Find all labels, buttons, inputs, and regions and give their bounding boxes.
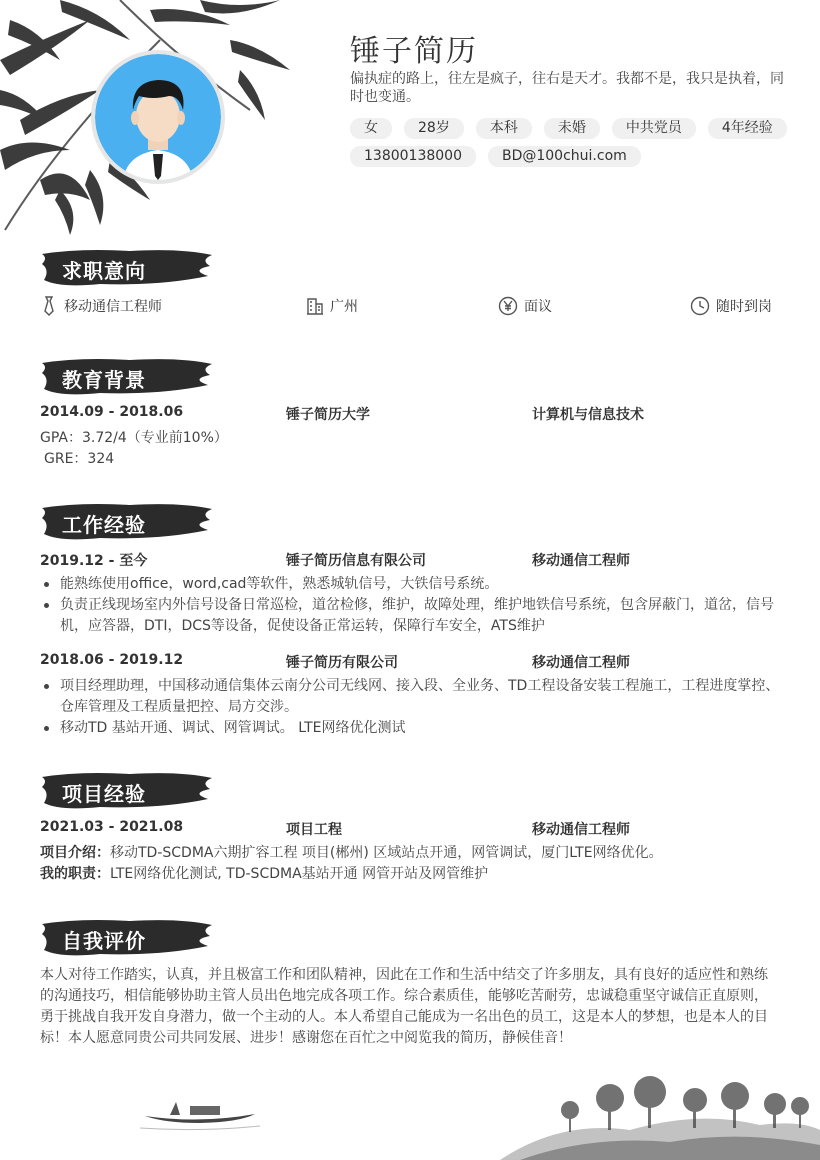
section-title-work: [40, 500, 215, 544]
profile-tags: [350, 118, 800, 167]
intent-availability-label: 随时到岗: [716, 299, 772, 315]
education-school: 锤子简历大学: [286, 407, 370, 423]
self-eval-text: 本人对待工作踏实，认真，并且极富工作和团队精神，因此在工作和生活中结交了许多朋友，具有良好的适应性和熟练的沟通技巧，相信能够协助主管人员出色地完成各项工作。综合素质佳，能够吃苦耐劳，忠诚稳重坚守诚信正直原则，勇于挑战自我开发自身潜力，做一个主动的人。本人希望自己能成为一名出色的员工，这是本人的梦想，也是本人的目标！本人愿意同贵公司共同发展、进步！感谢您在百忙之中阅览我的简历，静候佳音！: [40, 967, 768, 1046]
landscape-decoration: [500, 1070, 820, 1160]
project-period: 2021.03 - 2021.08: [40, 819, 184, 835]
job-company: 锤子简历有限公司: [286, 655, 398, 671]
section-title-self-eval: [40, 916, 215, 960]
avatar: [95, 54, 221, 180]
motto: 偏执症的路上，往左是疯子，往右是天才。我都不是，我只是执着，同时也变通。: [350, 71, 784, 105]
tag-political: 中共党员: [612, 118, 696, 139]
job-period: 2018.06 - 2019.12: [40, 652, 184, 668]
project-intro: [40, 843, 780, 864]
intent-position-label: 移动通信工程师: [64, 299, 162, 315]
education-period: 2014.09 - 2018.06: [40, 404, 184, 420]
tag-degree: 本科: [476, 118, 532, 139]
tie-icon: [40, 296, 58, 316]
tag-email: BD@100chui.com: [488, 146, 641, 167]
section-title-label: 求职意向: [62, 259, 146, 283]
project-duty-text: LTE网络优化测试, TD-SCDMA基站开通 网管开站及网管维护: [110, 866, 489, 882]
job-duties: [40, 574, 780, 637]
boat-decoration: [140, 1096, 260, 1136]
job-row: [40, 550, 780, 570]
project-role: 移动通信工程师: [532, 822, 630, 838]
project-row: [40, 819, 780, 839]
job-role: 移动通信工程师: [532, 553, 630, 569]
section-title-label: 自我评价: [62, 929, 146, 953]
intent-salary-label: 面议: [524, 299, 552, 315]
education-gpa: GPA：3.72/4（专业前10%）: [40, 430, 228, 446]
yen-icon: [498, 296, 518, 316]
section-title-label: 教育背景: [62, 368, 146, 392]
job-period: 2019.12 - 至今: [40, 553, 148, 569]
clock-icon: [690, 296, 710, 316]
list-item: 移动TD 基站开通、调试、网管调试。 LTE网络优化测试: [40, 718, 780, 739]
list-item: 负责正线现场室内外信号设备日常巡检，道岔检修，维护，故障处理，维护地铁信号系统，包含屏蔽门，道岔，信号机，应答器，DTI，DCS等设备，促使设备正常运转，保障行车安全，ATS维护: [40, 595, 780, 637]
education-major: 计算机与信息技术: [532, 407, 644, 423]
section-title-label: 项目经验: [62, 782, 146, 806]
section-title-label: 工作经验: [62, 513, 146, 537]
list-item: 项目经理助理，中国移动通信集体云南分公司无线网、接入段、全业务、TD工程设备安装工程施工，工程进度掌控、仓库管理及工程质量把控、局方交涉。: [40, 676, 780, 718]
intent-availability: [690, 296, 772, 316]
job-role: 移动通信工程师: [532, 655, 630, 671]
tag-age: 28岁: [404, 118, 464, 139]
job-row: [40, 652, 780, 672]
resume-name: 锤子简历: [350, 34, 478, 69]
intent-city-label: 广州: [330, 299, 358, 315]
project-duty-label: 我的职责：: [40, 866, 110, 882]
tag-marital: 未婚: [544, 118, 600, 139]
project-duty: [40, 864, 780, 885]
project-intro-text: 移动TD-SCDMA六期扩容工程 项目(郴州) 区域站点开通，网管调试，厦门LTE网络优化。: [110, 845, 663, 861]
section-title-project: [40, 769, 215, 813]
section-title-education: [40, 355, 215, 399]
intent-row: [40, 296, 780, 322]
tag-gender: 女: [350, 118, 392, 139]
person-icon: [95, 54, 221, 180]
job-company: 锤子简历信息有限公司: [286, 553, 426, 569]
list-item: 能熟练使用office，word,cad等软件，熟悉城轨信号，大铁信号系统。: [40, 574, 780, 595]
intent-city: [306, 296, 358, 316]
tag-experience: 4年经验: [708, 118, 787, 139]
job-duties: [40, 676, 780, 739]
education-gre: GRE：324: [44, 451, 115, 467]
tag-phone: 13800138000: [350, 146, 476, 167]
education-row: [40, 404, 780, 424]
section-title-intent: [40, 246, 215, 290]
project-intro-label: 项目介绍：: [40, 845, 110, 861]
building-icon: [306, 296, 324, 316]
project-name: 项目工程: [286, 822, 342, 838]
intent-position: [40, 296, 162, 316]
intent-salary: [498, 296, 552, 316]
